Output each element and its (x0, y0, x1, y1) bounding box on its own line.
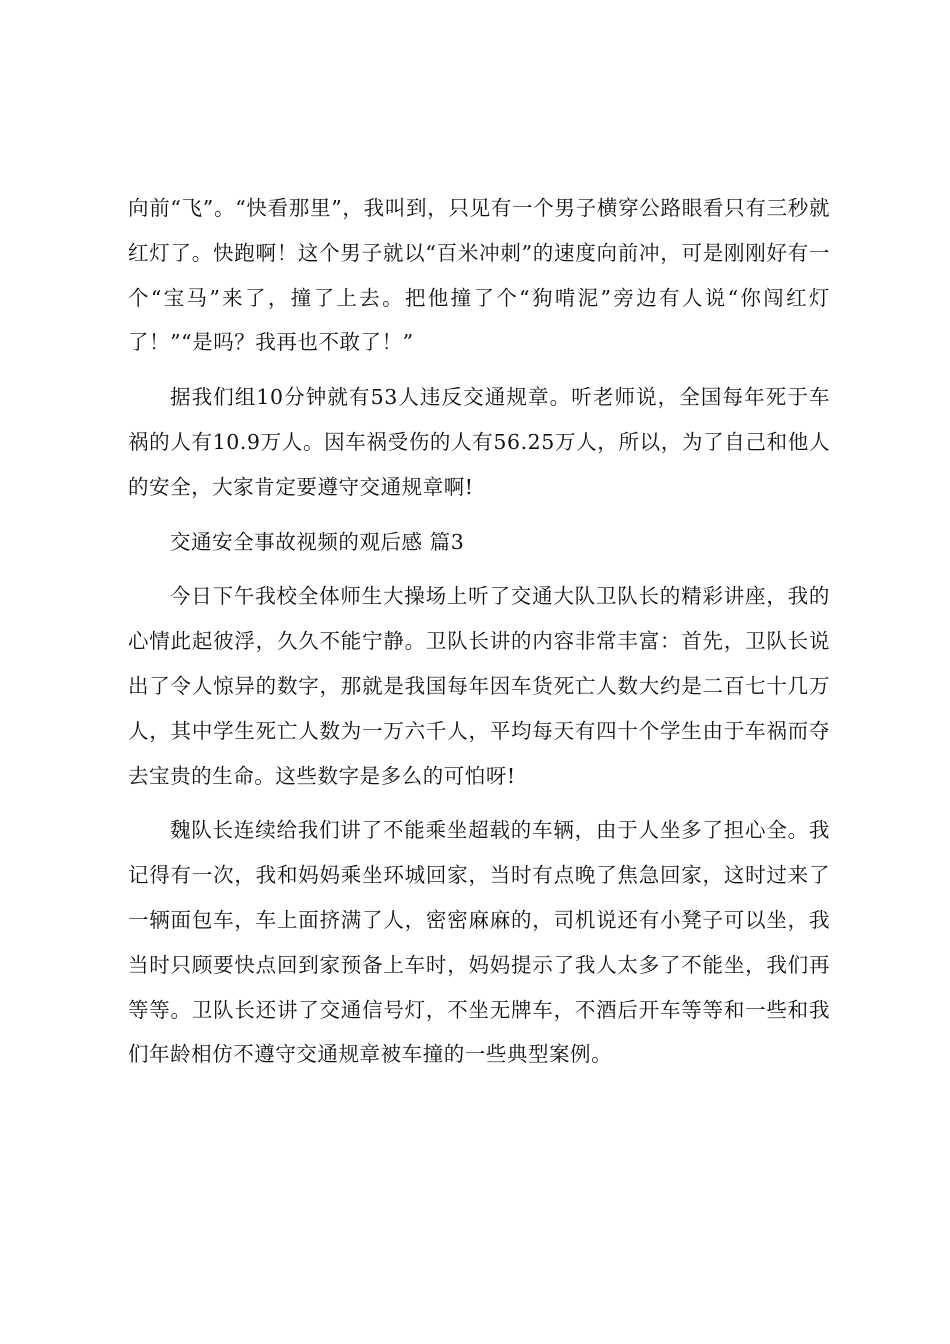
paragraph-2: 据我们组10分钟就有53人违反交通规章。听老师说，全国每年死于车祸的人有10.9万人。因车祸受伤的人有56.25万人，所以，为了自己和他人的安全，大家肯定要遵守交通规章啊! (128, 385, 830, 499)
paragraph-3: 今日下午我校全体师生大操场上听了交通大队卫队长的精彩讲座，我的心情此起彼浮，久久不能宁静。卫队长讲的内容非常丰富：首先，卫队长说出了令人惊异的数字，那就是我国每年因车货死亡人数大约是二百七十几万人，其中学生死亡人数为一万六千人，平均每天有四十个学生由于车祸而夺去宝贵的生命。这些数字是多么的可怕呀! (128, 584, 830, 788)
paragraph-4: 魏队长连续给我们讲了不能乘坐超载的车辆，由于人坐多了担心全。我记得有一次，我和妈妈乘坐环城回家，当时有点晚了焦急回家，这时过来了一辆面包车，车上面挤满了人，密密麻麻的，司机说还有小凳子可以坐，我当时只顾要快点回到家预备上车时，妈妈提示了我人太多了不能坐，我们再等等。卫队长还讲了交通信号灯，不坐无牌车，不酒后开车等等和一些和我们年龄相仿不遵守交通规章被车撞的一些典型案例。 (128, 818, 830, 1067)
document-body (128, 186, 830, 1087)
paragraph-1: 向前“飞”。“快看那里”，我叫到，只见有一个男子横穿公路眼看只有三秒就红灯了。快跑啊！这个男子就以“百米冲刺”的速度向前冲，可是刚刚好有一个“宝马”来了，撞了上去。把他撞了个“狗啃泥”旁边有人说“你闯红灯了！”“是吗？我再也不敢了！” (128, 196, 830, 355)
section-heading: 交通安全事故视频的观后感 篇3 (170, 529, 465, 554)
